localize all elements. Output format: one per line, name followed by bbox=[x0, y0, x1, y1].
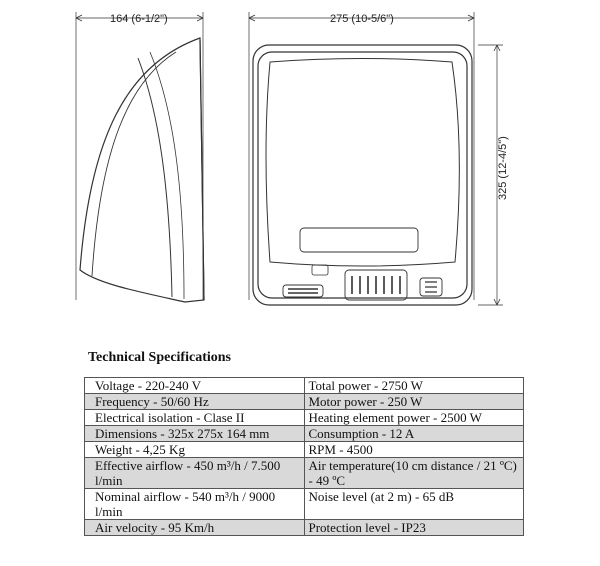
spec-text: Total power - 2750 W bbox=[308, 378, 423, 393]
spec-text: Protection level - IP23 bbox=[308, 520, 426, 535]
spec-text: RPM - 4500 bbox=[308, 442, 373, 457]
spec-cell bbox=[85, 442, 305, 458]
specs-title: Technical Specifications bbox=[88, 350, 231, 365]
spec-cell bbox=[304, 458, 524, 489]
spec-cell bbox=[304, 520, 524, 536]
spec-cell bbox=[85, 394, 305, 410]
spec-cell bbox=[85, 410, 305, 426]
table-row bbox=[85, 458, 524, 489]
spec-text: Frequency - 50/60 Hz bbox=[95, 394, 209, 409]
spec-cell bbox=[304, 442, 524, 458]
spec-text: Voltage - 220-240 V bbox=[95, 378, 202, 393]
table-row bbox=[85, 426, 524, 442]
width-dimension-label: 275 (10-5/6") bbox=[330, 13, 394, 25]
spec-cell bbox=[85, 489, 305, 520]
table-row bbox=[85, 378, 524, 394]
spec-cell bbox=[85, 378, 305, 394]
height-dimension-label: 325 (12-4/5") bbox=[497, 136, 509, 200]
spec-cell bbox=[304, 489, 524, 520]
spec-cell bbox=[304, 410, 524, 426]
spec-cell bbox=[85, 520, 305, 536]
spec-text: Motor power - 250 W bbox=[308, 394, 423, 409]
front-view bbox=[249, 12, 503, 305]
spec-text: Weight - 4,25 Kg bbox=[95, 442, 185, 457]
table-row bbox=[85, 489, 524, 520]
table-row bbox=[85, 442, 524, 458]
spec-cell bbox=[85, 458, 305, 489]
spec-text: Effective airflow - 450 m³/h / 7.500 l/min bbox=[95, 458, 281, 488]
table-row bbox=[85, 520, 524, 536]
side-view bbox=[76, 12, 204, 302]
table-row bbox=[85, 394, 524, 410]
spec-cell bbox=[85, 426, 305, 442]
spec-text: Dimensions - 325x 275x 164 mm bbox=[95, 426, 270, 441]
specs-table bbox=[84, 377, 524, 536]
spec-text: Heating element power - 2500 W bbox=[308, 410, 482, 425]
spec-text: Electrical isolation - Clase II bbox=[95, 410, 245, 425]
spec-text: Air velocity - 95 Km/h bbox=[95, 520, 215, 535]
spec-text: Air temperature(10 cm distance / 21 ºC) - 49 ºC bbox=[308, 458, 517, 488]
spec-cell bbox=[304, 394, 524, 410]
spec-cell bbox=[304, 378, 524, 394]
spec-cell bbox=[304, 426, 524, 442]
table-row bbox=[85, 410, 524, 426]
spec-text: Noise level (at 2 m) - 65 dB bbox=[308, 489, 454, 504]
spec-text: Nominal airflow - 540 m³/h / 9000 l/min bbox=[95, 489, 276, 519]
depth-dimension-label: 164 (6-1/2") bbox=[110, 13, 168, 25]
spec-text: Consumption - 12 A bbox=[308, 426, 415, 441]
